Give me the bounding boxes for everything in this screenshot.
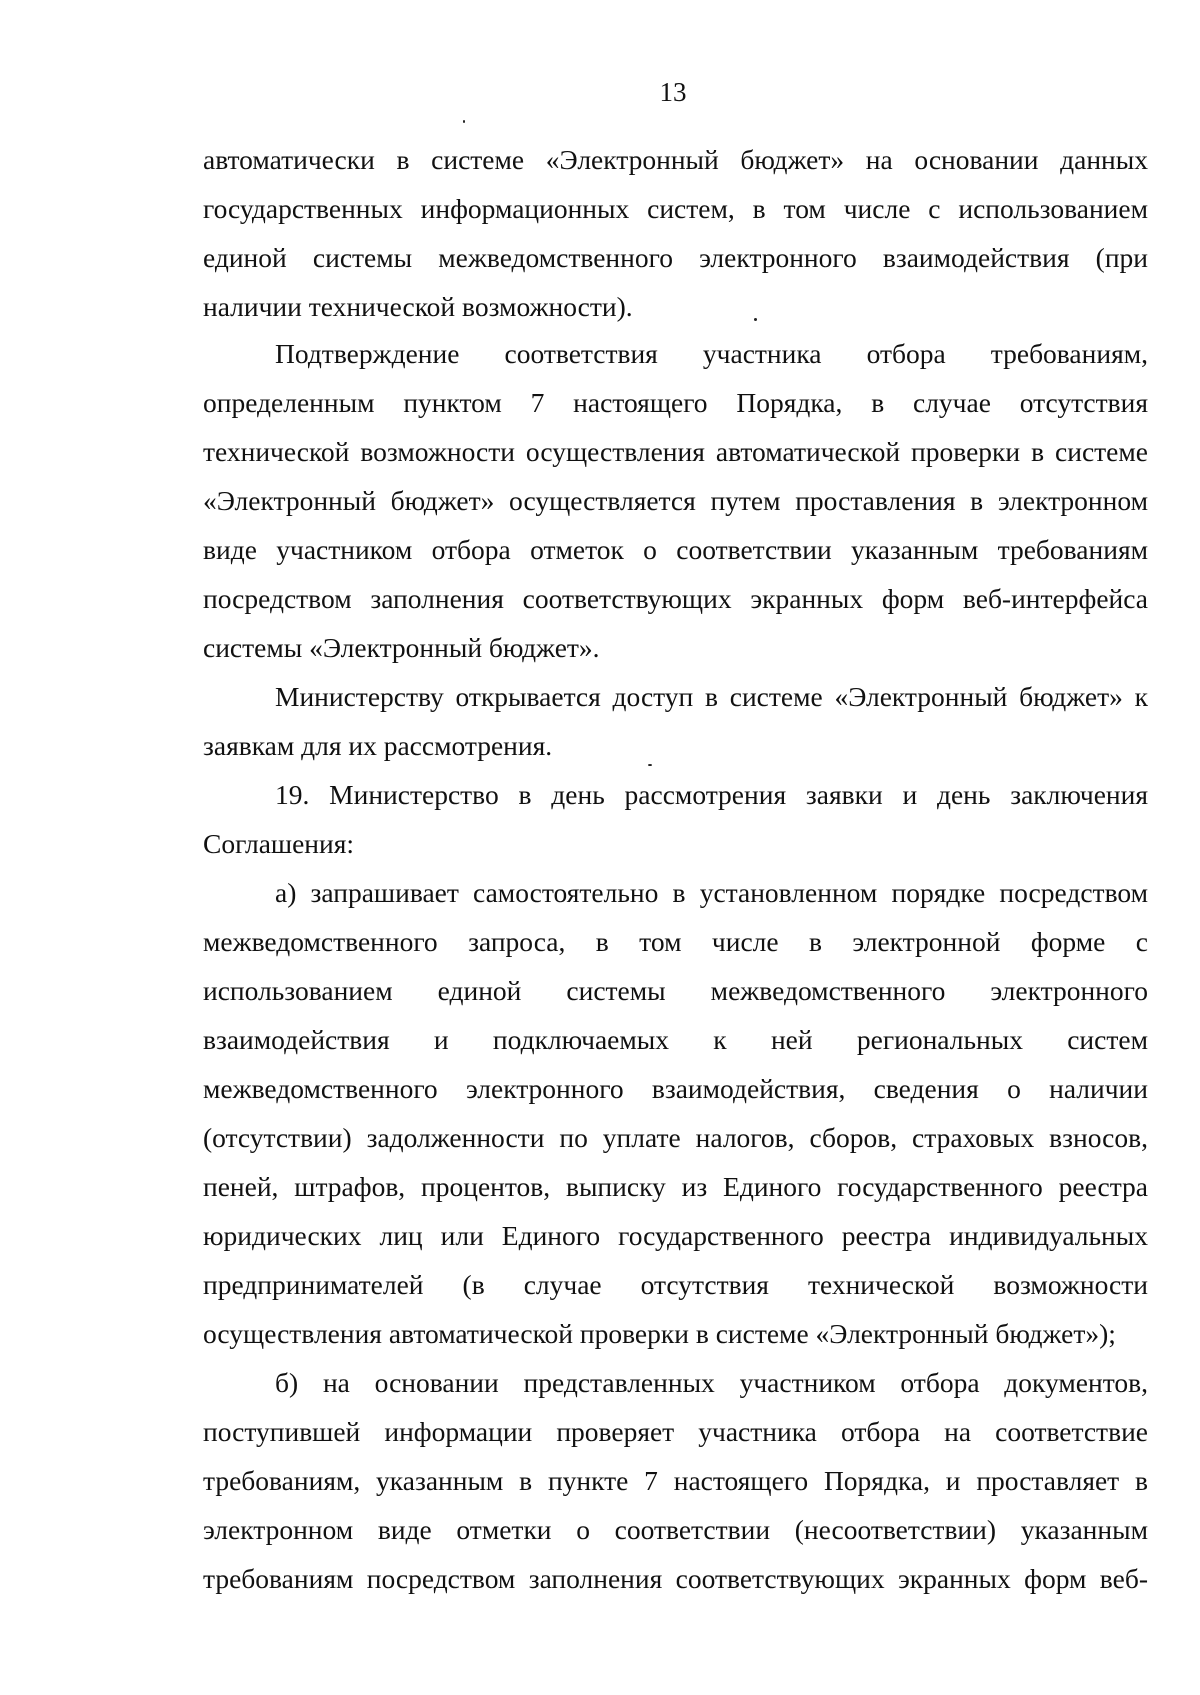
text-line: государственных информационных систем, в том числе с использованием xyxy=(203,193,1148,224)
text-line: «Электронный бюджет» осуществляется путем проставления в электронном xyxy=(203,485,1148,516)
text-line: виде участником отбора отметок о соответствии указанным требованиям xyxy=(203,534,1148,565)
text-line: электронном виде отметки о соответствии (несоответствии) указанным xyxy=(203,1514,1148,1545)
text-line: Соглашения: xyxy=(203,828,355,859)
scan-speck xyxy=(463,120,465,123)
text-line: поступившей информации проверяет участника отбора на соответствие xyxy=(203,1416,1148,1447)
document-body xyxy=(203,135,1148,1603)
text-line: единой системы межведомственного электронного взаимодействия (при xyxy=(203,242,1148,273)
text-line: Подтверждение соответствия участника отбора требованиям, xyxy=(275,338,1148,369)
text-line: системы «Электронный бюджет». xyxy=(203,632,600,663)
paragraph-ministry-access xyxy=(203,672,1148,770)
text-line: автоматически в системе «Электронный бюджет» на основании данных xyxy=(203,144,1148,175)
scan-speck xyxy=(648,764,652,766)
text-line: взаимодействия и подключаемых к ней региональных систем xyxy=(203,1024,1148,1055)
text-line: а) запрашивает самостоятельно в установленном порядке посредством xyxy=(275,877,1148,908)
text-line: осуществления автоматической проверки в системе «Электронный бюджет»); xyxy=(203,1318,1116,1349)
text-line: Министерству открывается доступ в системе «Электронный бюджет» к xyxy=(275,681,1148,712)
paragraph-subitem-b xyxy=(203,1358,1148,1603)
paragraph-item-19 xyxy=(203,770,1148,868)
text-line: посредством заполнения соответствующих экранных форм веб-интерфейса xyxy=(203,583,1148,614)
text-line: наличии технической возможности). xyxy=(203,291,633,322)
text-line: б) на основании представленных участником отбора документов, xyxy=(275,1367,1148,1398)
text-line: предпринимателей (в случае отсутствия технической возможности xyxy=(203,1269,1148,1300)
text-line: технической возможности осуществления автоматической проверки в системе xyxy=(203,436,1148,467)
text-line: пеней, штрафов, процентов, выписку из Единого государственного реестра xyxy=(203,1171,1148,1202)
text-line: (отсутствии) задолженности по уплате налогов, сборов, страховых взносов, xyxy=(203,1122,1148,1153)
text-line: заявкам для их рассмотрения. xyxy=(203,730,553,761)
text-line: 19. Министерство в день рассмотрения заявки и день заключения xyxy=(275,779,1148,810)
paragraph-confirmation xyxy=(203,329,1148,672)
paragraph-subitem-a xyxy=(203,868,1148,1358)
text-line: использованием единой системы межведомственного электронного xyxy=(203,975,1148,1006)
scan-speck xyxy=(754,318,757,321)
text-line: требованиям, указанным в пункте 7 настоящего Порядка, и проставляет в xyxy=(203,1465,1148,1496)
page-number: 13 xyxy=(659,77,687,107)
text-line: требованиям посредством заполнения соответствующих экранных форм веб- xyxy=(203,1563,1148,1594)
text-line: межведомственного запроса, в том числе в электронной форме с xyxy=(203,926,1148,957)
text-line: юридических лиц или Единого государственного реестра индивидуальных xyxy=(203,1220,1148,1251)
text-line: межведомственного электронного взаимодействия, сведения о наличии xyxy=(203,1073,1148,1104)
text-line: определенным пунктом 7 настоящего Порядка, в случае отсутствия xyxy=(203,387,1148,418)
paragraph-continuation xyxy=(203,135,1148,331)
